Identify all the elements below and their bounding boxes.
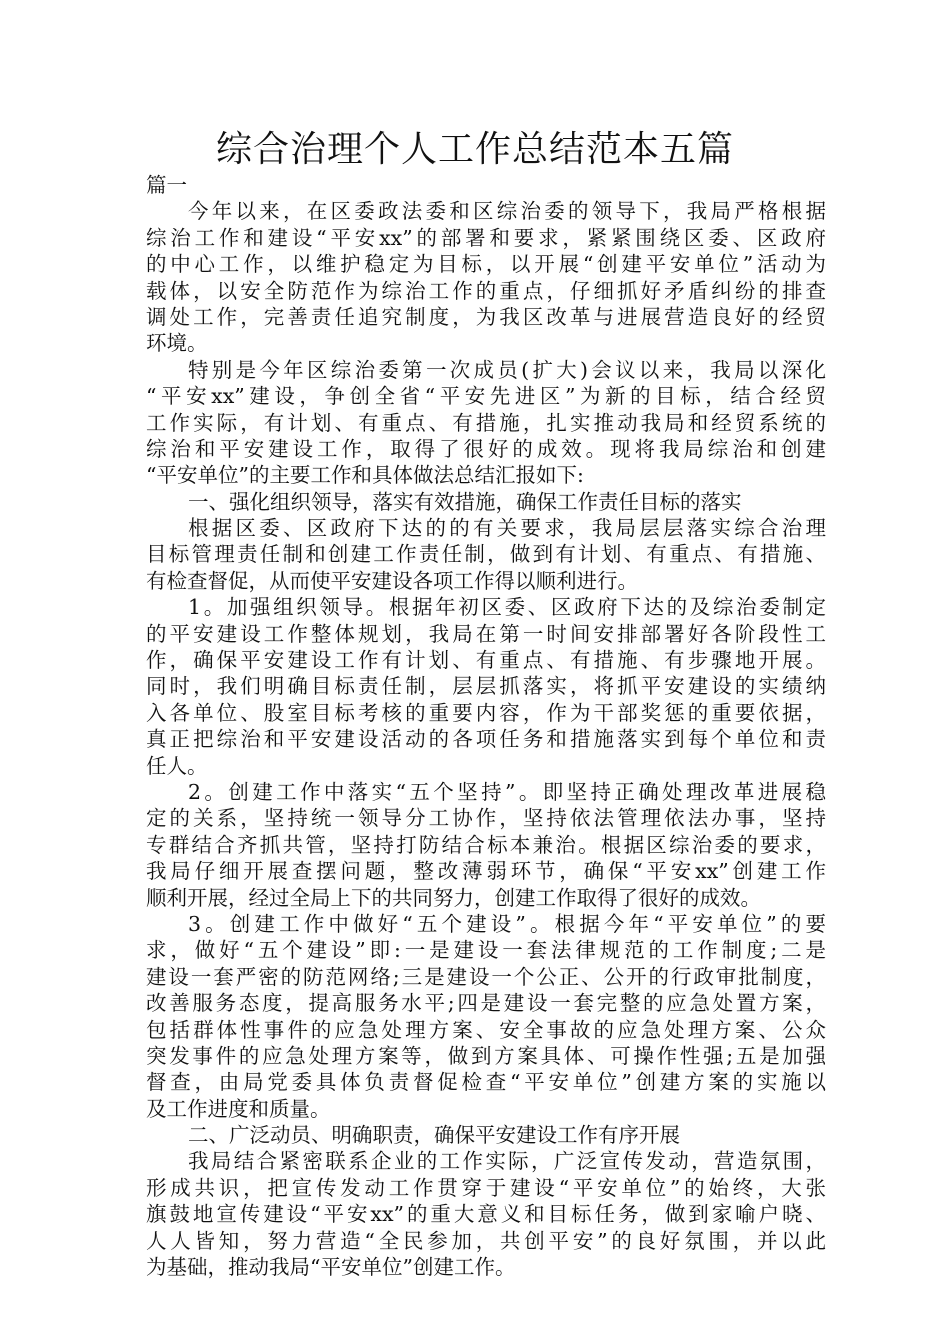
text-line: 为基础，推动我局“平安单位”创建工作。 bbox=[146, 1255, 516, 1280]
text-line: 人人皆知，努力营造“全民参加，共创平安”的良好氛围，并以此 bbox=[146, 1228, 826, 1253]
document-body bbox=[146, 172, 826, 1280]
text-line: 包括群体性事件的应急处理方案、安全事故的应急处理方案、公众 bbox=[146, 1017, 826, 1042]
text-line: 我局结合紧密联系企业的工作实际，广泛宣传发动，营造氛围， bbox=[188, 1149, 826, 1174]
text-line: 改善服务态度，提高服务水平;四是建设一套完整的应急处置方案， bbox=[146, 991, 826, 1016]
text-line: 综治和平安建设工作，取得了很好的成效。现将我局综治和创建 bbox=[146, 436, 826, 461]
text-line: 有检查督促，从而使平安建设各项工作得以顺利进行。 bbox=[146, 568, 638, 593]
text-line: 的中心工作，以维护稳定为目标，以开展“创建平安单位”活动为 bbox=[146, 252, 826, 277]
text-line: 及工作进度和质量。 bbox=[146, 1096, 331, 1121]
text-line: 的平安建设工作整体规划，我局在第一时间安排部署好各阶段性工 bbox=[146, 621, 826, 646]
text-line: 顺利开展，经过全局上下的共同努力，创建工作取得了很好的成效。 bbox=[146, 885, 761, 910]
text-line: 入各单位、股室目标考核的重要内容，作为干部奖惩的重要依据， bbox=[146, 700, 826, 725]
text-line: “平安单位”的主要工作和具体做法总结汇报如下: bbox=[146, 463, 584, 488]
text-line: 真正把综治和平安建设活动的各项任务和措施落实到每个单位和责 bbox=[146, 727, 826, 752]
text-line: 同时，我们明确目标责任制，层层抓落实，将抓平安建设的实绩纳 bbox=[146, 674, 826, 699]
text-line: 求，做好“五个建设”即:一是建设一套法律规范的工作制度;二是 bbox=[146, 938, 826, 963]
text-line: 3。创建工作中做好“五个建设”。根据今年“平安单位”的要 bbox=[188, 911, 826, 936]
text-line: 我局仔细开展查摆问题，整改薄弱环节，确保“平安xx”创建工作 bbox=[146, 859, 826, 884]
text-line: 工作实际，有计划、有重点、有措施，扎实推动我局和经贸系统的 bbox=[146, 410, 826, 435]
text-line: 形成共识，把宣传发动工作贯穿于建设“平安单位”的始终，大张 bbox=[146, 1175, 826, 1200]
text-line: “平安xx”建设，争创全省“平安先进区”为新的目标，结合经贸 bbox=[146, 384, 826, 409]
section-label: 篇一 bbox=[146, 173, 187, 197]
text-line: 突发事件的应急处理方案等，做到方案具体、可操作性强;五是加强 bbox=[146, 1043, 826, 1068]
text-line: 载体，以安全防范作为综治工作的重点，仔细抓好矛盾纠纷的排查 bbox=[146, 278, 826, 303]
text-line: 根据区委、区政府下达的的有关要求，我局层层落实综合治理 bbox=[188, 516, 826, 541]
text-line: 今年以来，在区委政法委和区综治委的领导下，我局严格根据 bbox=[188, 199, 826, 224]
text-line: 2。创建工作中落实“五个坚持”。即坚持正确处理改革进展稳 bbox=[188, 779, 826, 804]
text-line: 综治工作和建设“平安xx”的部署和要求，紧紧围绕区委、区政府 bbox=[146, 225, 826, 250]
text-line: 旗鼓地宣传建设“平安xx”的重大意义和目标任务，做到家喻户晓、 bbox=[146, 1202, 826, 1227]
text-line: 定的关系，坚持统一领导分工协作，坚持依法管理依法办事，坚持 bbox=[146, 806, 826, 831]
text-line: 环境。 bbox=[146, 331, 208, 356]
section-heading: 二、广泛动员、明确职责，确保平安建设工作有序开展 bbox=[188, 1123, 680, 1148]
text-line: 建设一套严密的防范网络;三是建设一个公正、公开的行政审批制度， bbox=[146, 964, 826, 989]
document-title: 综合治理个人工作总结范本五篇 bbox=[215, 129, 734, 170]
section-heading: 一、强化组织领导，落实有效措施，确保工作责任目标的落实 bbox=[188, 489, 742, 514]
text-line: 调处工作，完善责任追究制度，为我区改革与进展营造良好的经贸 bbox=[146, 304, 826, 329]
text-line: 1。加强组织领导。根据年初区委、区政府下达的及综治委制定 bbox=[188, 595, 826, 620]
text-line: 专群结合齐抓共管，坚持打防结合标本兼治。根据区综治委的要求， bbox=[146, 832, 826, 857]
text-line: 作，确保平安建设工作有计划、有重点、有措施、有步骤地开展。 bbox=[146, 648, 826, 673]
text-line: 目标管理责任制和创建工作责任制，做到有计划、有重点、有措施、 bbox=[146, 542, 826, 567]
text-line: 任人。 bbox=[146, 753, 208, 778]
text-line: 督查，由局党委具体负责督促检查“平安单位”创建方案的实施以 bbox=[146, 1070, 826, 1095]
text-line: 特别是今年区综治委第一次成员(扩大)会议以来，我局以深化 bbox=[188, 357, 826, 382]
